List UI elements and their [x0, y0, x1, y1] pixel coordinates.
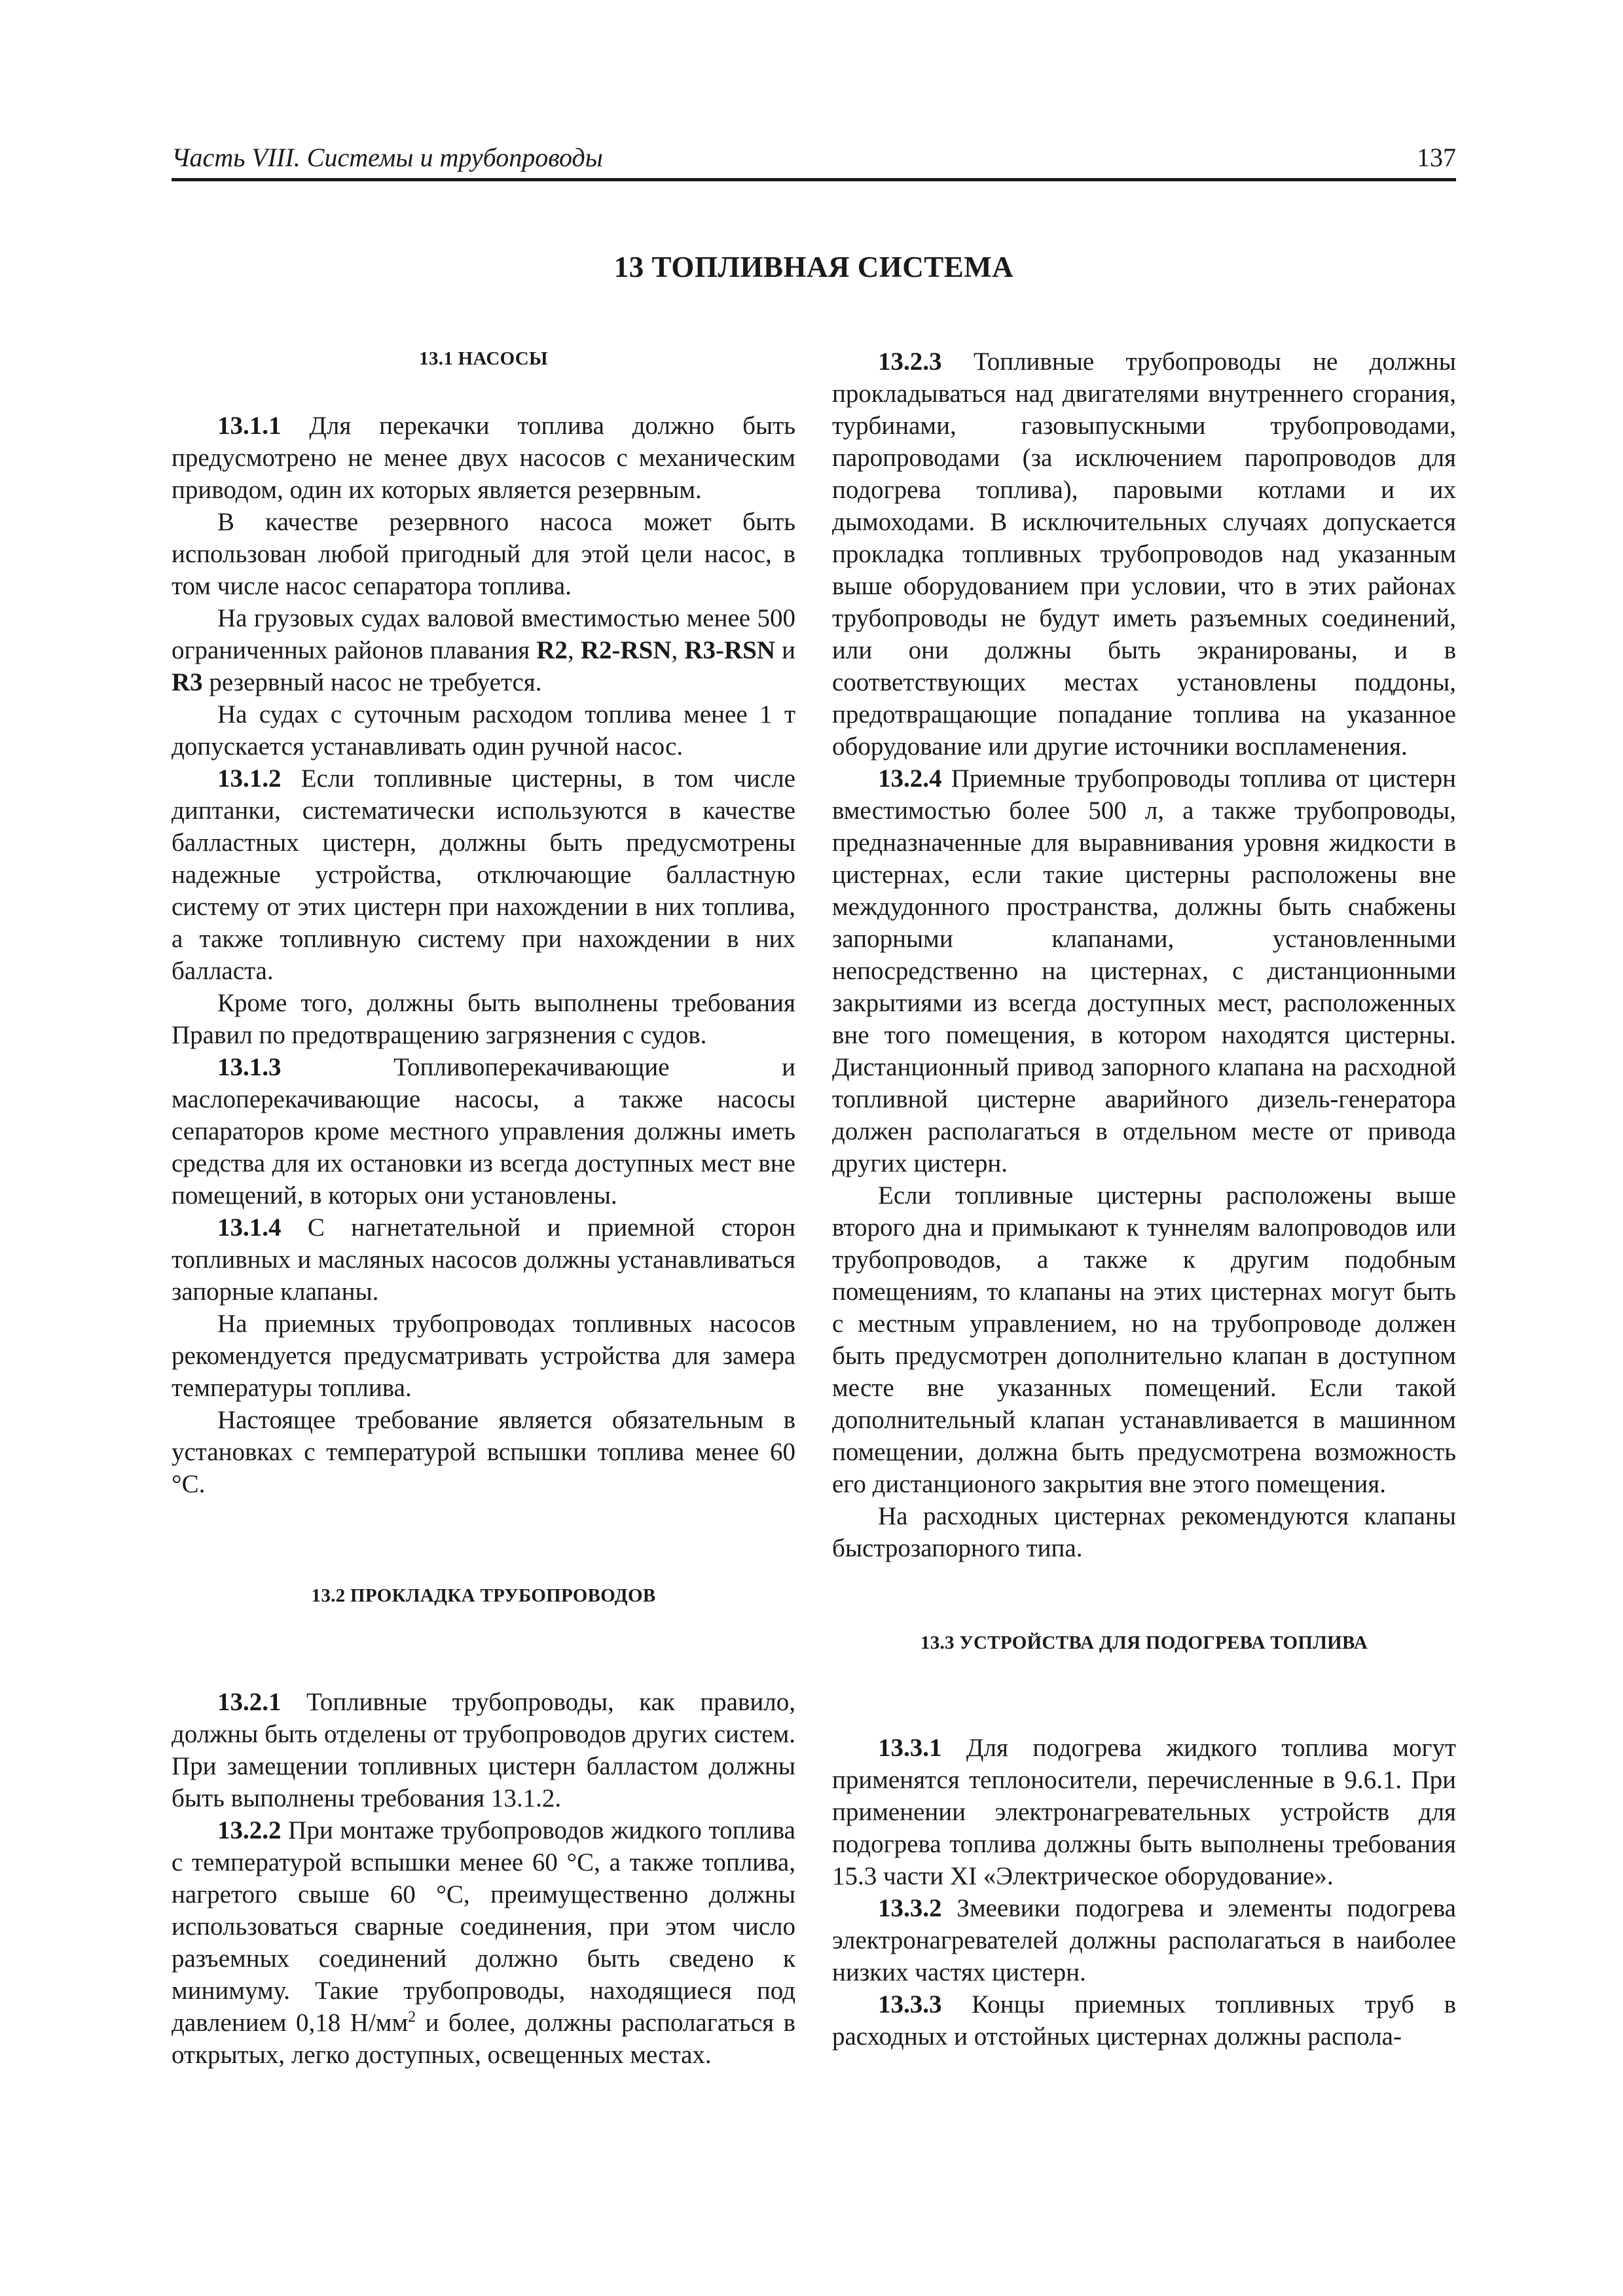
clause-number: 13.2.1 — [217, 1688, 282, 1716]
paragraph: Настоящее требование является обязательным в установках с температурой вспышки топлива менее 60 °С. — [172, 1406, 795, 1498]
paragraph-13-1-3: 13.1.3 Топливоперекачивающие и маслоперекачивающие насосы, а также насосы сепараторов кроме местного управления должны иметь средства для их остановки из всегда доступных мест вне помещений, в которых они установлены. — [172, 1053, 795, 1210]
clause-number: 13.2.4 — [878, 764, 942, 793]
paragraph-13-1-4: 13.1.4 С нагнетательной и приемной сторон топливных и масляных насосов должны устанавливаться запорные клапаны. — [172, 1213, 795, 1306]
paragraph: Кроме того, должны быть выполнены требования Правил по предотвращению загрязнения с судов. — [172, 989, 795, 1049]
section-heading-13-3: 13.3 УСТРОЙСТВА ДЛЯ ПОДОГРЕВА ТОПЛИВА — [920, 1632, 1368, 1653]
paragraph-13-1-2: 13.1.2 Если топливные цистерны, в том числе диптанки, систематически используются в качестве балластных цистерн, должны быть предусмотрены надежные устройства, отключающие балластную систему от этих цистерн при нахождении в них топлива, а также топливную систему при нахождении в них балласта. — [172, 764, 795, 985]
area-code-r3: R3 — [172, 668, 203, 696]
paragraph-13-2-1: 13.2.1 Топливные трубопроводы, как правило, должны быть отделены от трубопроводов других систем. При замещении топливных цистерн балластом должны быть выполнены требования 13.1.2. — [172, 1688, 795, 1812]
left-column — [172, 346, 795, 2071]
clause-number: 13.3.1 — [878, 1734, 942, 1762]
paragraph-13-2-4: 13.2.4 Приемные трубопроводы топлива от цистерн вместимостью более 500 л, а также трубопроводы, предназначенные для выравнивания уровня жидкости в цистернах, если такие цистерны расположены вне междудонного пространства, должны быть снабжены запорными клапанами, установленными непосредственно на цистернах, с дистанционными закрытиями из всегда доступных мест, расположенных вне того помещения, в котором находятся цистерны. Дистанционный привод запорного клапана на расходной топливной цистерне аварийного дизель-генератора должен располагаться в отдельном месте от привода других цистерн. — [832, 764, 1456, 1177]
paragraph: На судах с суточным расходом топлива менее 1 т допускается устанавливать один ручной насос. — [172, 700, 795, 761]
area-code-r2-rsn: R2-RSN — [580, 636, 672, 664]
clause-number: 13.1.4 — [217, 1213, 282, 1242]
paragraph-13-3-1: 13.3.1 Для подогрева жидкого топлива могут применятся теплоносители, перечисленные в 9.6.1. При применении электронагревательных устройств для подогрева топлива должны быть выполнены требования 15.3 части XI «Электрическое оборудование». — [832, 1734, 1456, 1890]
paragraph: На грузовых судах валовой вместимостью менее 500 ограниченных районов плавания R2, R2-RSN, R3-RSN и R3 резервный насос не требуется. — [172, 604, 796, 696]
chapter-title: 13 ТОПЛИВНАЯ СИСТЕМА — [613, 251, 1014, 283]
page-number: 137 — [1417, 143, 1456, 172]
section-heading-13-2: 13.2 ПРОКЛАДКА ТРУБОПРОВОДОВ — [311, 1585, 656, 1606]
paragraph-13-1-1: 13.1.1 Для перекачки топлива должно быть предусмотрено не менее двух насосов с механическим приводом, один их которых является резервным. — [172, 412, 795, 504]
paragraph-13-2-3: 13.2.3 Топливные трубопроводы не должны прокладываться над двигателями внутреннего сгорания, турбинами, газовыпускными трубопроводами, паропроводами (за исключением паропроводов для подогрева топлива), паровыми котлами и их дымоходами. В исключительных случаях допускается прокладка топливных трубопроводов над указанным выше оборудованием при условии, что в этих районах трубопроводы не будут иметь разъемных соединений, или они должны быть экранированы, и в соответствующих местах установлены поддоны, предотвращающие попадание топлива на указанное оборудование или другие источники воспламенения. — [832, 348, 1456, 761]
paragraph: В качестве резервного насоса может быть использован любой пригодный для этой цели насос, в том числе насос сепаратора топлива. — [172, 508, 795, 600]
section-heading-13-1: 13.1 НАСОСЫ — [419, 348, 548, 369]
clause-number: 13.1.1 — [217, 412, 282, 440]
running-title: Часть VIII. Системы и трубопроводы — [172, 143, 603, 172]
clause-number: 13.3.2 — [878, 1894, 942, 1922]
paragraph-13-2-2: 13.2.2 При монтаже трубопроводов жидкого топлива с температурой вспышки менее 60 °С, а также топлива, нагретого свыше 60 °С, преимущественно должны использоваться сварные соединения, при этом число разъемных соединений должно быть сведено к минимуму. Такие трубопроводы, находящиеся под давлением 0,18 $Н/мм^2$ и более, должны располагаться в открытых, легко доступных, освещенных местах. — [172, 1816, 795, 2069]
superscript: 2 — [408, 2009, 416, 2026]
clause-number: 13.2.3 — [878, 348, 942, 376]
clause-number: 13.2.2 — [217, 1816, 282, 1844]
right-column — [832, 346, 1456, 2053]
paragraph: На расходных цистернах рекомендуются клапаны быстрозапорного типа. — [832, 1502, 1456, 1562]
running-header — [172, 140, 1456, 181]
clause-number: 13.3.3 — [878, 1990, 942, 2018]
clause-number: 13.1.3 — [217, 1053, 282, 1081]
area-code-r2: R2 — [536, 636, 568, 664]
area-code-r3-rsn: R3-RSN — [684, 636, 776, 664]
paragraph-13-3-3: 13.3.3 Концы приемных топливных труб в расходных и отстойных цистернах должны распола- — [832, 1990, 1456, 2051]
clause-number: 13.1.2 — [217, 764, 282, 793]
paragraph: Если топливные цистерны расположены выше второго дна и примыкают к туннелям валопроводов или трубопроводов, а также к другим подобным помещениям, то клапаны на этих цистернах могут быть с местным управлением, но на трубопроводе должен быть предусмотрен дополнительно клапан в доступном месте вне указанных помещений. Если такой дополнительный клапан устанавливается в машинном помещении, должна быть предусмотрена возможность его дистанционого закрытия вне этого помещения. — [832, 1181, 1456, 1498]
paragraph: На приемных трубопроводах топливных насосов рекомендуется предусматривать устройства для замера температуры топлива. — [172, 1310, 795, 1402]
paragraph-13-3-2: 13.3.2 Змеевики подогрева и элементы подогрева электронагревателей должны располагаться в наиболее низких частях цистерн. — [832, 1894, 1456, 1986]
